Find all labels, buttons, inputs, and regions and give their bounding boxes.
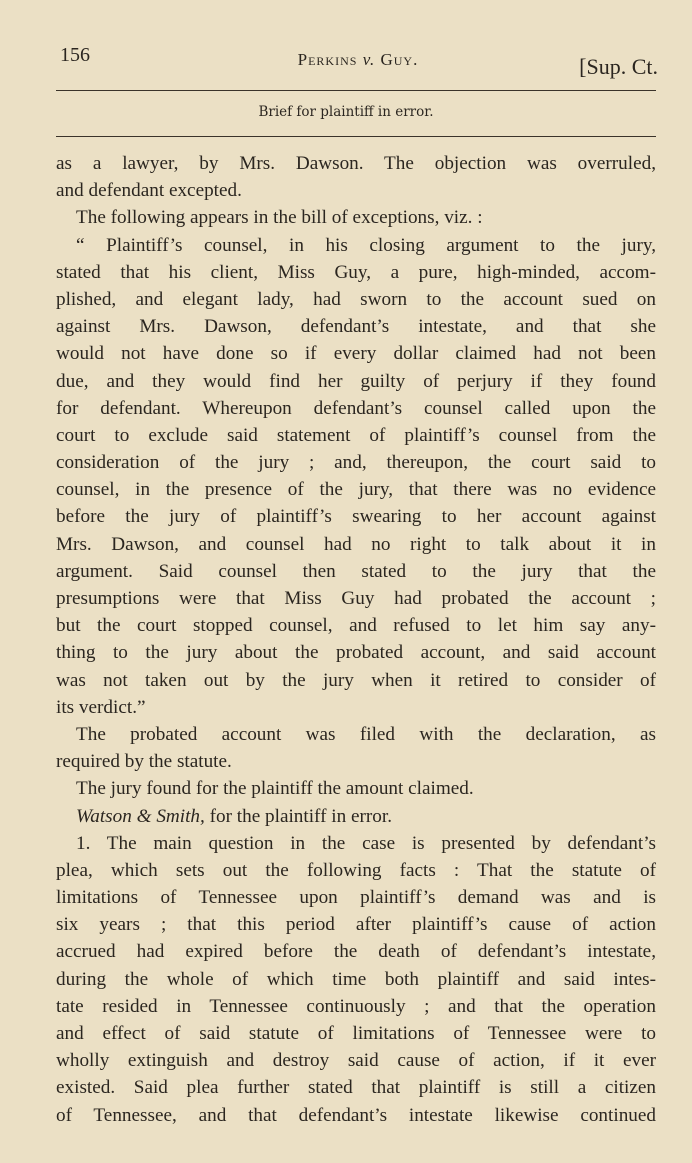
text-line: would not have done so if every dollar claimed had not been: [56, 343, 656, 365]
header-rule-bottom: [56, 136, 656, 137]
text-block-1: [56, 150, 656, 803]
text-line: stated that his client, Miss Guy, a pure, high-minded, accom-: [56, 261, 656, 283]
text-line: Mrs. Dawson, and counsel had no right to talk about it in: [56, 533, 656, 555]
text-line: consideration of the jury ; and, thereupon, the court said to: [56, 452, 656, 474]
text-line: 1. The main question in the case is presented by defendant’s: [76, 832, 656, 854]
running-head: [58, 50, 658, 70]
text-line: plea, which sets out the following facts : That the statute of: [56, 859, 656, 881]
text-block-2: [56, 830, 656, 1129]
text-line: plished, and elegant lady, had sworn to the account sued on: [56, 288, 656, 310]
text-line: its verdict.”: [56, 696, 146, 718]
section-subhead: Brief for plaintiff in error.: [258, 104, 434, 120]
counsel-rest: for the plaintiff in error.: [204, 805, 393, 827]
text-line: court to exclude said statement of plaintiff’s counsel from the: [56, 424, 656, 446]
text-line: existed. Said plea further stated that plaintiff is still a citizen: [56, 1077, 656, 1099]
text-line: “ Plaintiff’s counsel, in his closing argument to the jury,: [76, 234, 656, 256]
text-line: accrued had expired before the death of defendant’s intestate,: [56, 941, 656, 963]
counsel-line: [56, 803, 656, 830]
text-line: and defendant excepted.: [56, 180, 242, 202]
text-line: but the court stopped counsel, and refused to let him say any-: [56, 615, 656, 637]
text-line: before the jury of plaintiff’s swearing to her account against: [56, 506, 656, 528]
running-head-left: Perkins: [297, 50, 363, 69]
text-line: counsel, in the presence of the jury, that there was no evidence: [56, 479, 656, 501]
text-line: limitations of Tennessee upon plaintiff’s demand was and is: [56, 887, 656, 909]
text-line: due, and they would find her guilty of perjury if they found: [56, 370, 656, 392]
text-line: The probated account was filed with the declaration, as: [76, 723, 656, 745]
text-line: was not taken out by the jury when it retired to consider of: [56, 669, 656, 691]
text-line: thing to the jury about the probated account, and said account: [56, 642, 656, 664]
text-line: argument. Said counsel then stated to the jury that the: [56, 560, 656, 582]
text-line: for defendant. Whereupon defendant’s counsel called upon the: [56, 397, 656, 419]
text-line: presumptions were that Miss Guy had probated the account ;: [56, 588, 656, 609]
court-label: [Sup. Ct.: [579, 54, 658, 79]
counsel-names: Watson & Smith,: [76, 805, 205, 827]
text-line: six years ; that this period after plaintiff’s cause of action: [56, 914, 656, 936]
page-number: 156: [60, 44, 90, 66]
text-line: of Tennessee, and that defendant’s intestate likewise continued: [56, 1104, 656, 1126]
header-rule-top: [56, 90, 656, 91]
text-line: The jury found for the plaintiff the amount claimed.: [76, 778, 474, 800]
running-head-right: Guy.: [375, 50, 419, 69]
text-line: wholly extinguish and destroy said cause of action, if it ever: [56, 1050, 656, 1072]
text-line: and effect of said statute of limitations of Tennessee were to: [56, 1023, 656, 1044]
page-header: [58, 44, 658, 80]
running-head-v: v.: [362, 50, 376, 69]
text-line: required by the statute.: [56, 751, 232, 773]
body-text: [56, 150, 656, 1129]
text-line: during the whole of which time both plaintiff and said intes-: [56, 968, 656, 990]
text-line: The following appears in the bill of exceptions, viz. :: [76, 207, 483, 229]
text-line: as a lawyer, by Mrs. Dawson. The objection was overruled,: [56, 153, 656, 174]
text-line: against Mrs. Dawson, defendant’s intestate, and that she: [56, 316, 656, 338]
text-line: tate resided in Tennessee continuously ; and that the operation: [56, 995, 656, 1017]
